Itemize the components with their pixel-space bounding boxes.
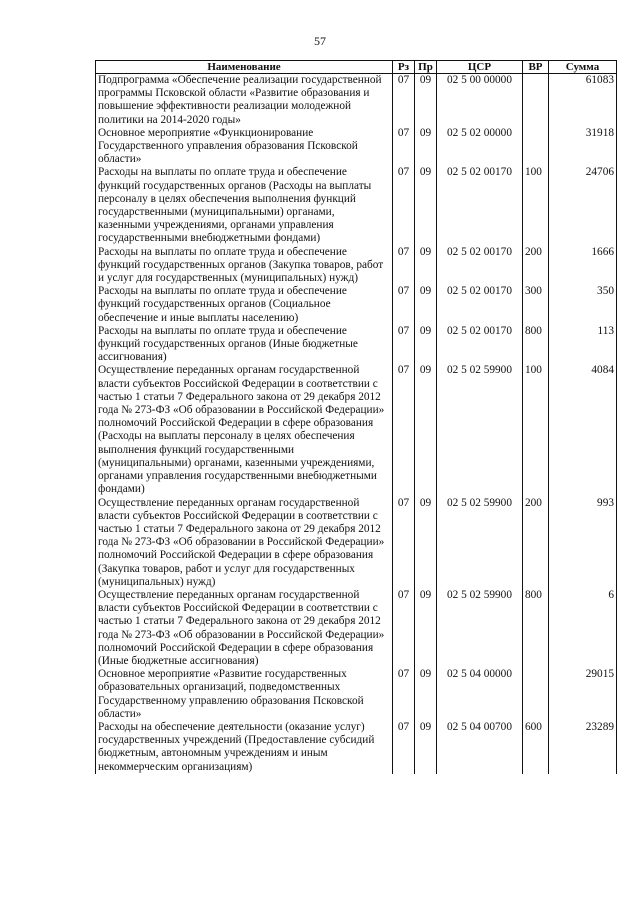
row-rz: 07 [393, 721, 415, 774]
table-row [96, 74, 617, 127]
row-rz: 07 [393, 364, 415, 496]
row-pr: 09 [415, 721, 437, 774]
row-pr: 09 [415, 325, 437, 365]
table-row [96, 325, 617, 365]
header-pr: Пр [415, 61, 437, 74]
row-csr: 02 5 00 00000 [437, 74, 523, 127]
row-csr: 02 5 02 00170 [437, 246, 523, 286]
row-rz: 07 [393, 74, 415, 127]
row-name: Расходы на выплаты по оплате труда и обеспечение функций государственных органов (Расходы на выплаты персоналу в целях обеспечения выполнения функций государственными (муниципальными) органами, казенными учреждениями, органами управления государственными внебюджетными фондами) [96, 166, 393, 245]
row-csr: 02 5 04 00000 [437, 668, 523, 721]
budget-table [95, 60, 617, 774]
row-vr: 800 [523, 325, 549, 365]
table-row [96, 497, 617, 589]
row-sum: 6 [549, 589, 617, 668]
row-vr: 100 [523, 364, 549, 496]
row-name: Основное мероприятие «Функционирование Государственного управления образования Псковской области» [96, 127, 393, 167]
row-name: Подпрограмма «Обеспечение реализации государственной программы Псковской области «Развитие образования и повышение эффективности реализации молодежной политики на 2014-2020 годы» [96, 74, 393, 127]
table-row [96, 285, 617, 325]
header-csr: ЦСР [437, 61, 523, 74]
row-rz: 07 [393, 166, 415, 245]
row-csr: 02 5 02 00000 [437, 127, 523, 167]
table-row [96, 364, 617, 496]
header-vr: ВР [523, 61, 549, 74]
table-row [96, 166, 617, 245]
row-sum: 31918 [549, 127, 617, 167]
row-rz: 07 [393, 668, 415, 721]
table-row [96, 589, 617, 668]
page-number: 57 [314, 34, 326, 48]
row-name: Расходы на выплаты по оплате труда и обеспечение функций государственных органов (Закупка товаров, работ и услуг для государственных (муниципальных) нужд) [96, 246, 393, 286]
header-rz: Рз [393, 61, 415, 74]
row-name: Осуществление переданных органам государственной власти субъектов Российской Федерации в соответствии с частью 1 статьи 7 Федерального закона от 29 декабря 2012 года № 273-ФЗ «Об образовании в Российской Федерации» полномочий Российской Федерации в сфере образования (Расходы на выплаты персоналу в целях обеспечения выполнения функций государственными (муниципальными) органами, казенными учреждениями, органами управления государственными внебюджетными фондами) [96, 364, 393, 496]
row-vr: 300 [523, 285, 549, 325]
row-sum: 61083 [549, 74, 617, 127]
row-vr: 200 [523, 497, 549, 589]
table-row [96, 721, 617, 774]
row-sum: 993 [549, 497, 617, 589]
row-vr: 200 [523, 246, 549, 286]
row-pr: 09 [415, 364, 437, 496]
row-csr: 02 5 02 00170 [437, 285, 523, 325]
row-csr: 02 5 02 59900 [437, 589, 523, 668]
row-vr [523, 74, 549, 127]
table-row [96, 668, 617, 721]
row-vr: 600 [523, 721, 549, 774]
row-name: Осуществление переданных органам государственной власти субъектов Российской Федерации в соответствии с частью 1 статьи 7 Федерального закона от 29 декабря 2012 года № 273-ФЗ «Об образовании в Российской Федерации» полномочий Российской Федерации в сфере образования (Иные бюджетные ассигнования) [96, 589, 393, 668]
row-name: Расходы на выплаты по оплате труда и обеспечение функций государственных органов (Иные бюджетные ассигнования) [96, 325, 393, 365]
row-rz: 07 [393, 246, 415, 286]
row-rz: 07 [393, 497, 415, 589]
row-pr: 09 [415, 668, 437, 721]
row-pr: 09 [415, 246, 437, 286]
row-pr: 09 [415, 166, 437, 245]
row-rz: 07 [393, 127, 415, 167]
row-sum: 23289 [549, 721, 617, 774]
row-sum: 29015 [549, 668, 617, 721]
header-sum: Сумма [549, 61, 617, 74]
table-row [96, 127, 617, 167]
row-sum: 4084 [549, 364, 617, 496]
row-name: Расходы на обеспечение деятельности (оказание услуг) государственных учреждений (Предоставление субсидий бюджетным, автономным учреждениям и иным некоммерческим организациям) [96, 721, 393, 774]
row-name: Осуществление переданных органам государственной власти субъектов Российской Федерации в соответствии с частью 1 статьи 7 Федерального закона от 29 декабря 2012 года № 273-ФЗ «Об образовании в Российской Федерации» полномочий Российской Федерации в сфере образования (Закупка товаров, работ и услуг для государственных (муниципальных) нужд) [96, 497, 393, 589]
table-row [96, 246, 617, 286]
row-pr: 09 [415, 589, 437, 668]
row-sum: 350 [549, 285, 617, 325]
row-csr: 02 5 04 00700 [437, 721, 523, 774]
row-rz: 07 [393, 325, 415, 365]
row-vr [523, 127, 549, 167]
row-sum: 1666 [549, 246, 617, 286]
row-vr: 800 [523, 589, 549, 668]
row-vr [523, 668, 549, 721]
row-vr: 100 [523, 166, 549, 245]
row-pr: 09 [415, 497, 437, 589]
row-rz: 07 [393, 285, 415, 325]
header-name: Наименование [96, 61, 393, 74]
row-pr: 09 [415, 74, 437, 127]
row-sum: 24706 [549, 166, 617, 245]
row-name: Расходы на выплаты по оплате труда и обеспечение функций государственных органов (Социальное обеспечение и иные выплаты населению) [96, 285, 393, 325]
row-rz: 07 [393, 589, 415, 668]
row-sum: 113 [549, 325, 617, 365]
row-csr: 02 5 02 59900 [437, 364, 523, 496]
row-csr: 02 5 02 00170 [437, 325, 523, 365]
row-pr: 09 [415, 127, 437, 167]
table-header [96, 61, 617, 74]
row-pr: 09 [415, 285, 437, 325]
row-name: Основное мероприятие «Развитие государственных образовательных организаций, подведомственных Государственному управлению образования Псковской области» [96, 668, 393, 721]
row-csr: 02 5 02 00170 [437, 166, 523, 245]
row-csr: 02 5 02 59900 [437, 497, 523, 589]
